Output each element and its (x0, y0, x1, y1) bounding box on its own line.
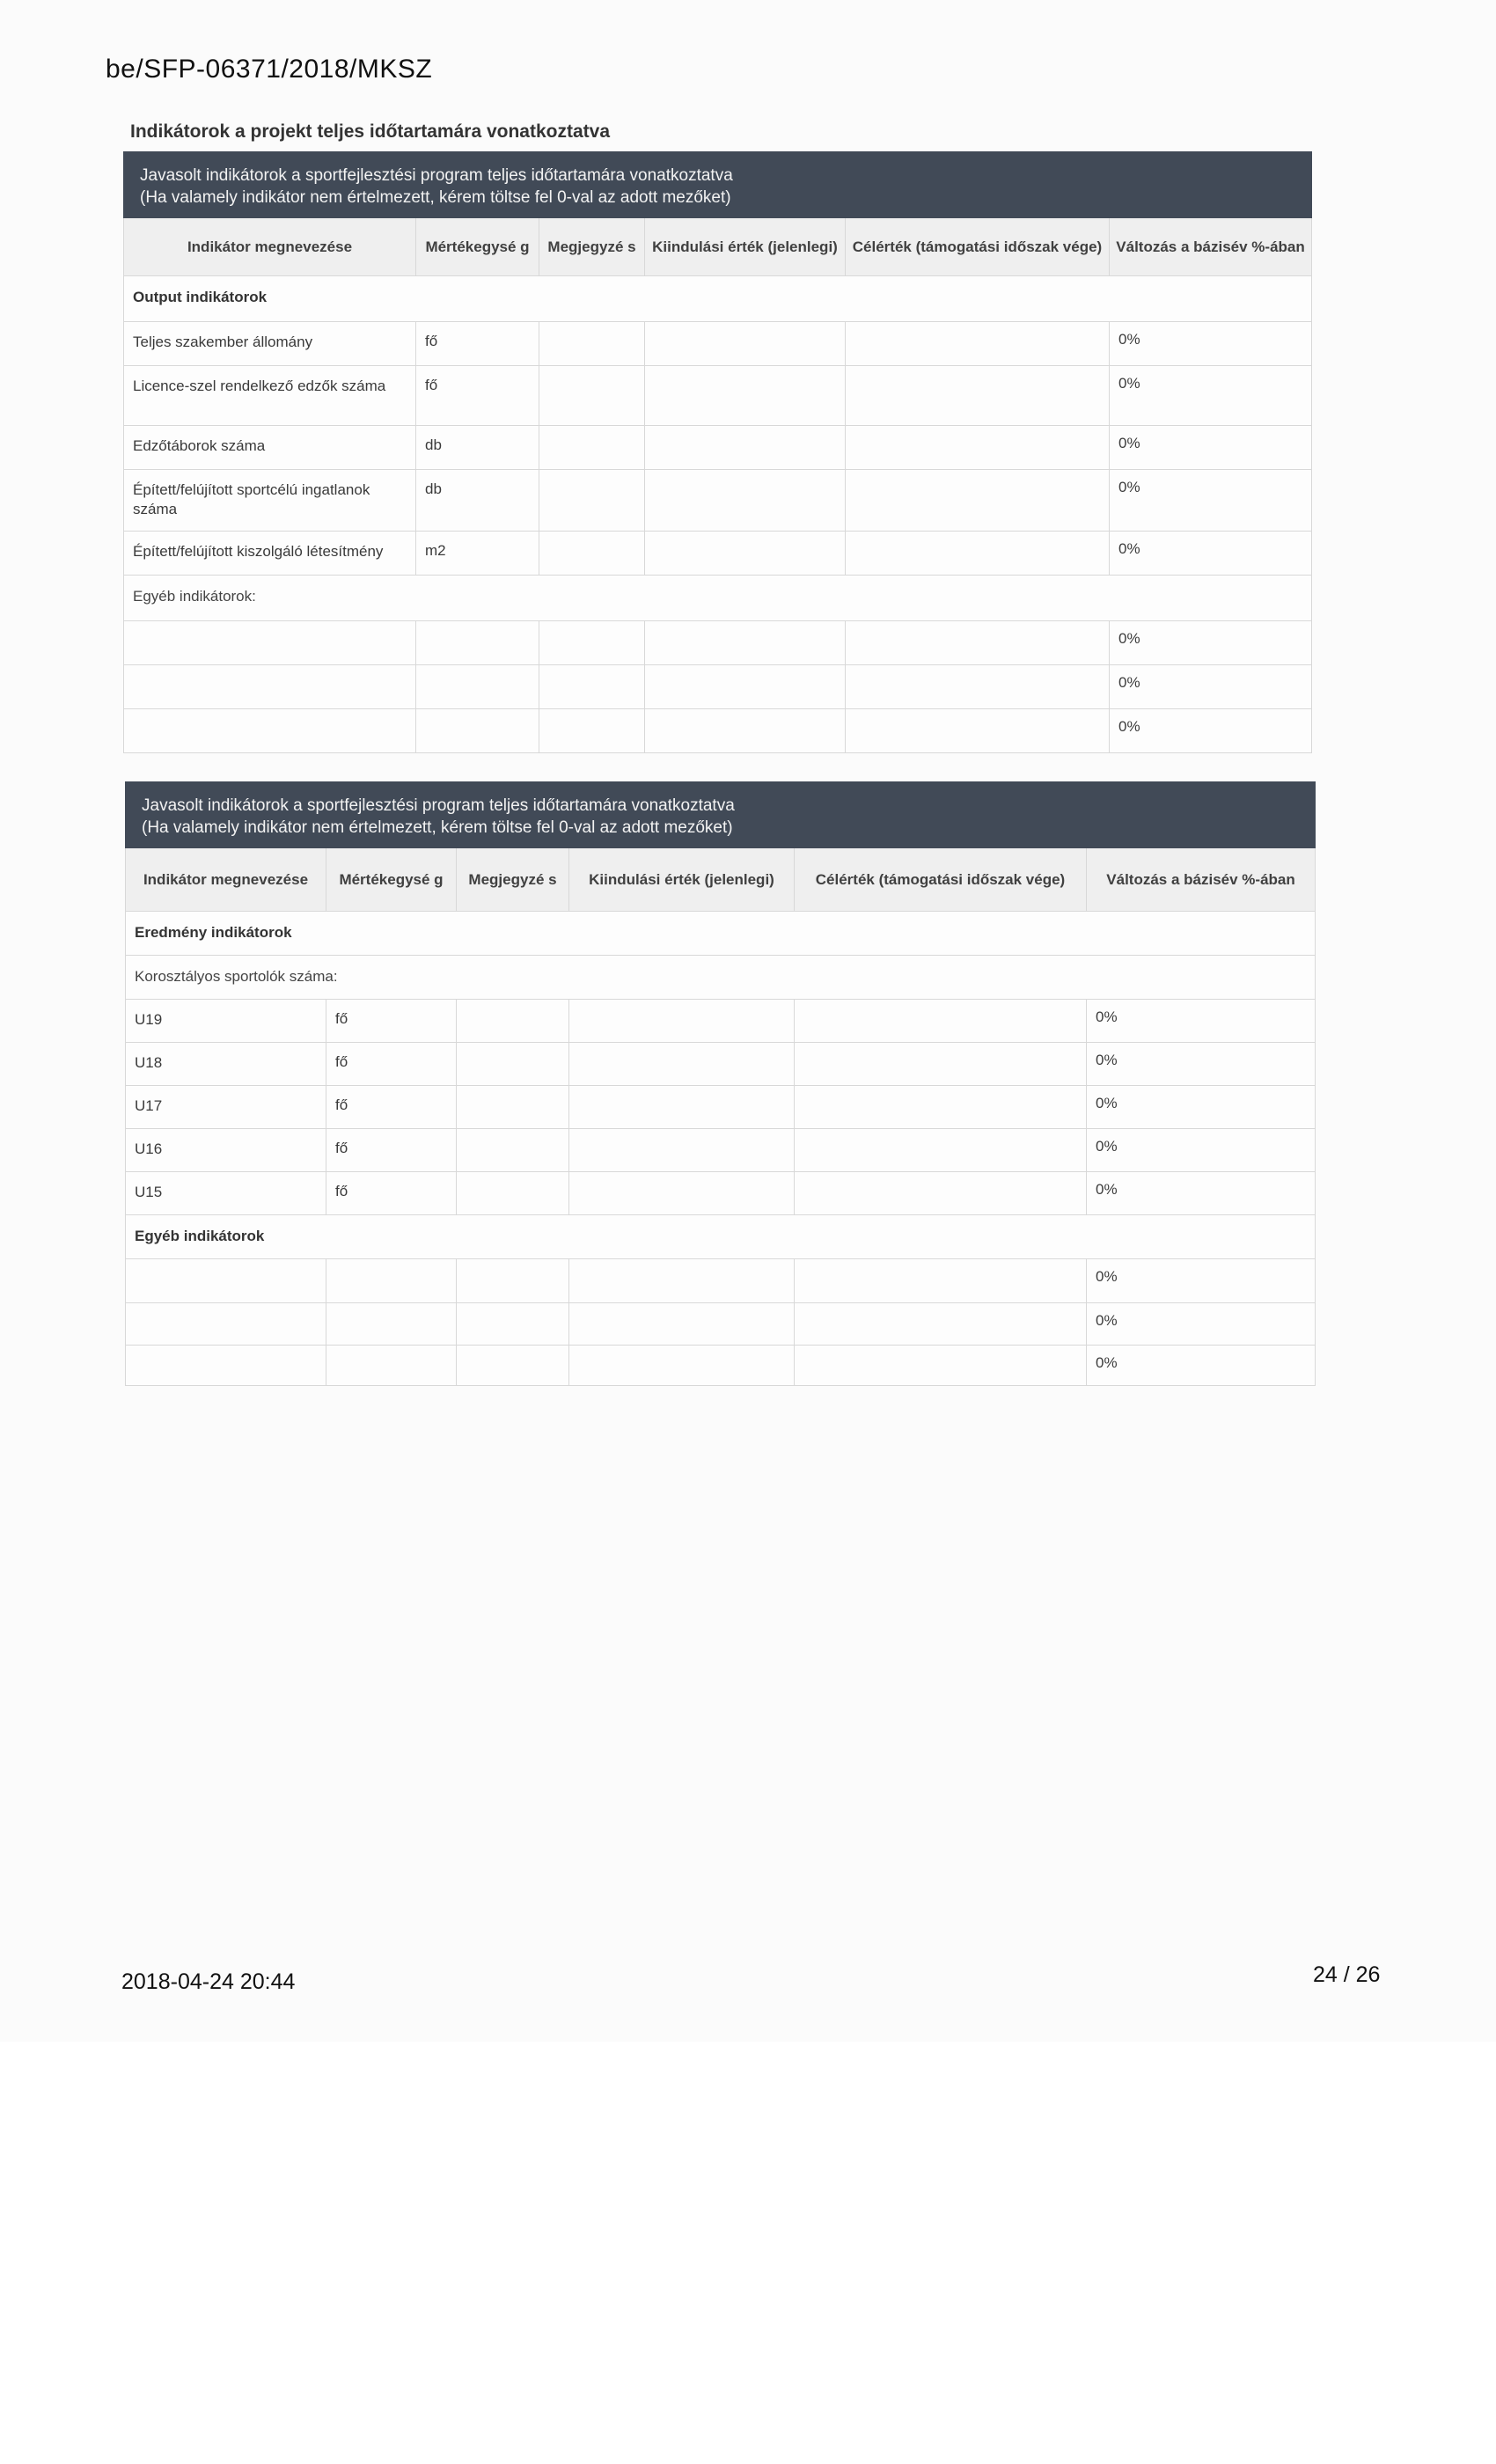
target-value-cell[interactable] (846, 470, 1110, 532)
table-banner (124, 152, 1312, 218)
header-unit: Mértékegysé g (326, 848, 457, 912)
indicator-name: Licence-szel rendelkező edzők száma (124, 366, 416, 426)
target-value-cell[interactable] (846, 665, 1110, 709)
target-value-cell[interactable] (795, 1346, 1087, 1386)
start-value-cell[interactable] (569, 1346, 795, 1386)
table-row (126, 1000, 1316, 1043)
group-row (124, 276, 1312, 322)
banner-line-2: (Ha valamely indikátor nem értelmezett, kérem töltse fel 0-val az adott mezőket) (140, 188, 731, 207)
note-cell[interactable] (457, 1172, 569, 1215)
note-cell[interactable] (457, 1129, 569, 1172)
start-value-cell[interactable] (569, 1303, 795, 1346)
target-value-cell[interactable] (795, 1043, 1087, 1086)
note-cell[interactable] (457, 1000, 569, 1043)
start-value-cell[interactable] (569, 1043, 795, 1086)
indicator-name-cell[interactable] (126, 1303, 326, 1346)
table-row (124, 366, 1312, 426)
indicator-name-cell[interactable] (124, 621, 416, 665)
change-value: 0% (1087, 1172, 1316, 1215)
change-value: 0% (1110, 322, 1312, 366)
other-indicators-label: Egyéb indikátorok (126, 1215, 1316, 1259)
start-value-cell[interactable] (645, 621, 846, 665)
indicator-unit: fő (416, 366, 539, 426)
banner-line-1: Javasolt indikátorok a sportfejlesztési program teljes időtartamára vonatkoztatva (140, 166, 733, 185)
start-value-cell[interactable] (645, 366, 846, 426)
target-value-cell[interactable] (846, 621, 1110, 665)
indicator-name: U17 (126, 1086, 326, 1129)
start-value-cell[interactable] (645, 665, 846, 709)
indicator-name: Edzőtáborok száma (124, 426, 416, 470)
document-reference: be/SFP-06371/2018/MKSZ (106, 55, 433, 84)
note-cell[interactable] (457, 1259, 569, 1303)
table-row (124, 709, 1312, 753)
start-value-cell[interactable] (645, 532, 846, 576)
table-row (124, 470, 1312, 532)
header-change: Változás a bázisév %-ában (1110, 218, 1312, 276)
header-change: Változás a bázisév %-ában (1087, 848, 1316, 912)
target-value-cell[interactable] (795, 1000, 1087, 1043)
start-value-cell[interactable] (645, 470, 846, 532)
header-note: Megjegyzé s (539, 218, 645, 276)
change-value: 0% (1110, 709, 1312, 753)
change-value: 0% (1110, 665, 1312, 709)
table-row (124, 426, 1312, 470)
note-cell[interactable] (457, 1086, 569, 1129)
header-name: Indikátor megnevezése (124, 218, 416, 276)
change-value: 0% (1087, 1259, 1316, 1303)
note-cell[interactable] (457, 1346, 569, 1386)
indicator-name: Épített/felújított sportcélú ingatlanok száma (124, 470, 416, 532)
change-value: 0% (1087, 1129, 1316, 1172)
header-target-value: Célérték (támogatási időszak vége) (846, 218, 1110, 276)
table-row (124, 322, 1312, 366)
note-cell[interactable] (457, 1043, 569, 1086)
group-label: Eredmény indikátorok (126, 912, 1316, 956)
start-value-cell[interactable] (645, 426, 846, 470)
indicator-name: U15 (126, 1172, 326, 1215)
other-indicators-row (126, 1215, 1316, 1259)
unit-cell[interactable] (416, 709, 539, 753)
target-value-cell[interactable] (795, 1129, 1087, 1172)
result-indicators-table (125, 781, 1316, 1386)
change-value: 0% (1110, 366, 1312, 426)
start-value-cell[interactable] (569, 1129, 795, 1172)
other-indicators-label: Egyéb indikátorok: (124, 576, 1312, 621)
unit-cell[interactable] (416, 665, 539, 709)
start-value-cell[interactable] (569, 1086, 795, 1129)
start-value-cell[interactable] (569, 1000, 795, 1043)
header-start-value: Kiindulási érték (jelenlegi) (569, 848, 795, 912)
print-datetime: 2018-04-24 20:44 (121, 1969, 296, 1994)
header-note: Megjegyzé s (457, 848, 569, 912)
indicator-unit: fő (326, 1086, 457, 1129)
change-value: 0% (1110, 621, 1312, 665)
start-value-cell[interactable] (569, 1259, 795, 1303)
other-indicators-row (124, 576, 1312, 621)
table-header-row (126, 848, 1316, 912)
change-value: 0% (1110, 470, 1312, 532)
indicator-unit: db (416, 426, 539, 470)
banner-line-2: (Ha valamely indikátor nem értelmezett, kérem töltse fel 0-val az adott mezőket) (142, 818, 733, 837)
target-value-cell[interactable] (846, 426, 1110, 470)
sub-group-row (126, 956, 1316, 1000)
note-cell[interactable] (539, 665, 645, 709)
target-value-cell[interactable] (795, 1086, 1087, 1129)
indicator-unit: fő (326, 1129, 457, 1172)
indicator-unit: fő (326, 1172, 457, 1215)
start-value-cell[interactable] (645, 322, 846, 366)
change-value: 0% (1087, 1000, 1316, 1043)
indicator-name: Épített/felújított kiszolgáló létesítmény (124, 532, 416, 576)
target-value-cell[interactable] (795, 1259, 1087, 1303)
indicator-name-cell[interactable] (126, 1259, 326, 1303)
indicator-name-cell[interactable] (124, 709, 416, 753)
header-name: Indikátor megnevezése (126, 848, 326, 912)
note-cell[interactable] (539, 426, 645, 470)
note-cell[interactable] (457, 1303, 569, 1346)
note-cell[interactable] (539, 532, 645, 576)
table-row (124, 532, 1312, 576)
table-row (126, 1086, 1316, 1129)
group-row (126, 912, 1316, 956)
indicator-unit: fő (326, 1043, 457, 1086)
section-title: Indikátorok a projekt teljes időtartamára vonatkoztatva (130, 121, 610, 142)
indicator-name: Teljes szakember állomány (124, 322, 416, 366)
target-value-cell[interactable] (795, 1172, 1087, 1215)
note-cell[interactable] (539, 709, 645, 753)
change-value: 0% (1087, 1346, 1316, 1386)
indicator-unit: m2 (416, 532, 539, 576)
indicator-name-cell[interactable] (124, 665, 416, 709)
page-number: 24 / 26 (1313, 1962, 1381, 1987)
change-value: 0% (1087, 1086, 1316, 1129)
table-row (126, 1129, 1316, 1172)
indicator-name: U18 (126, 1043, 326, 1086)
table-row (126, 1172, 1316, 1215)
change-value: 0% (1110, 532, 1312, 576)
table-row (126, 1346, 1316, 1386)
header-unit: Mértékegysé g (416, 218, 539, 276)
table-row (124, 621, 1312, 665)
change-value: 0% (1110, 426, 1312, 470)
note-cell[interactable] (539, 322, 645, 366)
table-header-row (124, 218, 1312, 276)
indicator-name-cell[interactable] (126, 1346, 326, 1386)
indicator-name: U16 (126, 1129, 326, 1172)
indicator-unit: db (416, 470, 539, 532)
indicator-name: U19 (126, 1000, 326, 1043)
table-row (126, 1043, 1316, 1086)
target-value-cell[interactable] (846, 366, 1110, 426)
sub-group-label: Korosztályos sportolók száma: (126, 956, 1316, 1000)
unit-cell[interactable] (326, 1259, 457, 1303)
note-cell[interactable] (539, 621, 645, 665)
indicator-unit: fő (326, 1000, 457, 1043)
table-row (126, 1259, 1316, 1303)
start-value-cell[interactable] (569, 1172, 795, 1215)
start-value-cell[interactable] (645, 709, 846, 753)
group-label: Output indikátorok (124, 276, 1312, 322)
unit-cell[interactable] (416, 621, 539, 665)
note-cell[interactable] (539, 366, 645, 426)
unit-cell[interactable] (326, 1346, 457, 1386)
unit-cell[interactable] (326, 1303, 457, 1346)
table-row (126, 1303, 1316, 1346)
table-banner (126, 782, 1316, 848)
header-target-value: Célérték (támogatási időszak vége) (795, 848, 1087, 912)
change-value: 0% (1087, 1303, 1316, 1346)
header-start-value: Kiindulási érték (jelenlegi) (645, 218, 846, 276)
change-value: 0% (1087, 1043, 1316, 1086)
banner-line-1: Javasolt indikátorok a sportfejlesztési program teljes időtartamára vonatkoztatva (142, 796, 735, 815)
target-value-cell[interactable] (795, 1303, 1087, 1346)
target-value-cell[interactable] (846, 322, 1110, 366)
indicator-unit: fő (416, 322, 539, 366)
table-row (124, 665, 1312, 709)
target-value-cell[interactable] (846, 532, 1110, 576)
target-value-cell[interactable] (846, 709, 1110, 753)
note-cell[interactable] (539, 470, 645, 532)
output-indicators-table (123, 151, 1312, 753)
